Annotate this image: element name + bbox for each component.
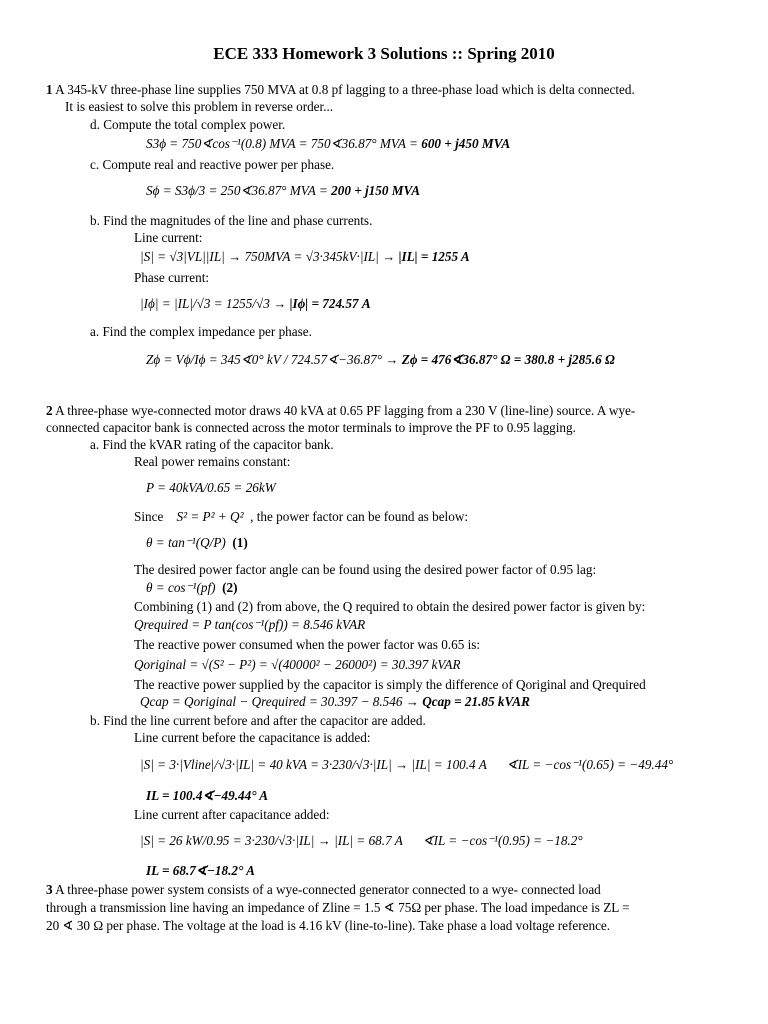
equation-angle-before: ∢IL = −cos⁻¹(0.65) = −49.44° [506,757,674,772]
equation-sphi: Sϕ = S3ϕ/3 = 250∢36.87° MVA = 200 + j150 MVA [146,183,421,198]
problem-2-part-a: a. Find the kVAR rating of the capacitor bank. [90,437,334,452]
problem-1-part-d: d. Compute the total complex power. [90,117,286,132]
problem-3-line-3: 20 ∢ 30 Ω per phase. The voltage at the load is 4.16 kV (line-to-line). Take phase a load voltage reference. [46,918,611,933]
equation-tag-1: (1) [232,535,248,550]
label-before-capacitance: Line current before the capacitance is added: [134,730,371,745]
problem-1-part-a: a. Find the complex impedance per phase. [90,324,312,339]
equation-s3phi-result: 600 + j450 MVA [421,136,511,151]
problem-3-line-2: through a transmission line having an impedance of Zline = 1.5 ∢ 75Ω per phase. The load impedance is ZL = [46,900,630,915]
equation-impedance: Zϕ = Vϕ/Iϕ = 345∢0° kV / 724.57∢−36.87° → Zϕ = 476∢36.87° Ω = 380.8 + j285.6 Ω [146,352,615,367]
equation-s3phi: S3ϕ = 750∢cos⁻¹(0.8) MVA = 750∢36.87° MVA = 600 + j450 MVA [146,136,511,151]
equation-sphi-result: 200 + j150 MVA [331,183,421,198]
equation-current-after: |S| = 26 kW/0.95 = 3·230/√3·|IL| → |IL| = 68.7 A ∢IL = −cos⁻¹(0.95) = −18.2° [140,833,583,848]
combining-line: Combining (1) and (2) from above, the Q required to obtain the desired power factor is given by: [134,599,646,614]
equation-current-before-result: IL = 100.4∢−49.44° A [146,788,269,803]
problem-1-number: 1 [46,82,53,97]
equation-line-current: |S| = √3|VL||IL| → 750MVA = √3·345kV·|IL| → |IL| = 1255 A [140,249,470,264]
equation-phase-current: |Iϕ| = |IL|/√3 = 1255/√3 → |Iϕ| = 724.57 A [140,296,371,311]
equation-q-cap: Qcap = Qoriginal − Qrequired = 30.397 − 8.546 → Qcap = 21.85 kVAR [140,694,530,709]
problem-2-number: 2 [46,403,53,418]
problem-2-intro-2: connected capacitor bank is connected across the motor terminals to improve the PF to 0.95 lagging. [46,420,576,435]
problem-1-part-b: b. Find the magnitudes of the line and phase currents. [90,213,373,228]
problem-1-intro: 1 A 345-kV three-phase line supplies 750 MVA at 0.8 pf lagging to a three-phase load which is delta connected. [46,82,635,97]
equation-s-squared: S² = P² + Q² [176,509,244,524]
problem-3-intro: 3 A three-phase power system consists of a wye-connected generator connected to a wye- connected load [46,882,601,897]
equation-q-required: Qrequired = P tan(cos⁻¹(pf)) = 8.546 kVAR [134,617,366,632]
problem-2-part-b: b. Find the line current before and after the capacitor are added. [90,713,426,728]
problem-2-intro: 2 A three-phase wye-connected motor draws 40 kVA at 0.65 PF lagging from a 230 V (line-line) source. A wye- [46,403,636,418]
page-title: ECE 333 Homework 3 Solutions :: Spring 2010 [213,44,555,63]
desired-angle-line: The desired power factor angle can be found using the desired power factor of 0.95 lag: [134,562,597,577]
equation-line-current-result: |IL| = 1255 A [398,249,470,264]
equation-phase-current-result: |Iϕ| = 724.57 A [289,296,371,311]
equation-current-after-result: IL = 68.7∢−18.2° A [146,863,255,878]
equation-tag-2: (2) [222,580,238,595]
problem-3-number: 3 [46,882,53,897]
equation-q-cap-result: Qcap = 21.85 kVAR [422,694,530,709]
label-after-capacitance: Line current after capacitance added: [134,807,330,822]
problem-1-part-c: c. Compute real and reactive power per phase. [90,157,335,172]
label-real-power: Real power remains constant: [134,454,291,469]
reactive-supplied-line: The reactive power supplied by the capacitor is simply the difference of Qoriginal and Qrequired [134,677,646,692]
equation-angle-after: ∢IL = −cos⁻¹(0.95) = −18.2° [422,833,583,848]
reactive-consumed-line: The reactive power consumed when the power factor was 0.65 is: [134,637,481,652]
label-line-current: Line current: [134,230,203,245]
equation-theta-2: θ = cos⁻¹(pf) (2) [146,580,238,595]
equation-real-power: P = 40kVA/0.65 = 26kW [146,480,276,495]
problem-1-intro-2: It is easiest to solve this problem in reverse order... [65,99,334,114]
equation-theta-1: θ = tan⁻¹(Q/P) (1) [146,535,248,550]
label-phase-current: Phase current: [134,270,210,285]
equation-impedance-result: Zϕ = 476∢36.87° Ω = 380.8 + j285.6 Ω [401,352,615,367]
since-line: Since S² = P² + Q² , the power factor can be found as below: [134,509,469,524]
equation-current-before: |S| = 3·|Vline|/√3·|IL| = 40 kVA = 3·230/√3·|IL| → |IL| = 100.4 A ∢IL = −cos⁻¹(0.65) = −49.44° [140,757,674,772]
equation-q-original: Qoriginal = √(S² − P²) = √(40000² − 26000²) = 30.397 kVAR [134,657,461,672]
